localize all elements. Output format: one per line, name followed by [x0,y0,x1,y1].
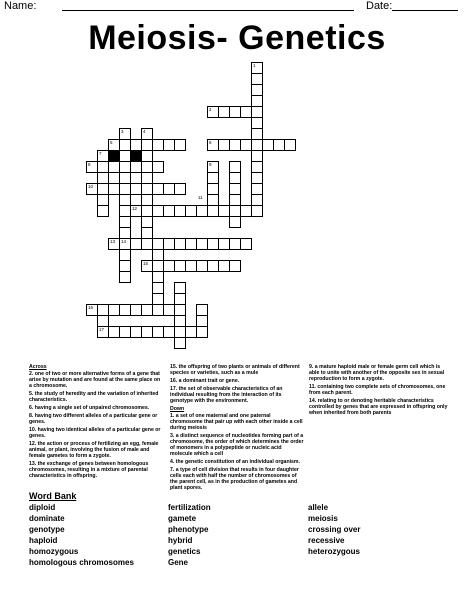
crossword-cell[interactable] [130,161,142,173]
word-bank-item: allele [308,503,329,512]
across-clue: 17. the set of observable characteristics of an individual resulting from the interaction of its genotype with the environment. [170,386,283,404]
crossword-cell[interactable] [251,205,263,217]
clue-number-label: 9 [209,162,212,167]
page-title: Meiosis- Genetics [88,19,386,57]
clue-number-label: 16 [88,305,94,310]
word-bank-column-2 [168,502,211,568]
across-clue: 8. having two different alleles of a particular gene or genes. [29,413,158,425]
word-bank-item: homozygous [29,547,79,556]
word-bank-column-3 [308,502,360,557]
word-bank-item: crossing over [308,525,361,534]
down-clue: 4. the genetic constitution of an individual organism. [170,459,300,465]
down-clue: 9. a mature haploid male or female germ cell which is able to unite with another of the opposite sex in sexual reproduction to form a zygote. [309,364,445,382]
word-bank-item: genetics [168,547,201,556]
word-bank-item: phenotype [168,525,209,534]
down-clue: 14. relating to or denoting heritable characteristics controlled by genes that are expressed in offspring only when inherited from both parents [309,398,448,416]
name-line [62,10,354,11]
clue-number-label: 10 [88,184,94,189]
clue-number-label: 5 [110,140,113,145]
clue-number-label: 2 [209,107,212,112]
word-bank-item: fertilization [168,503,211,512]
across-clue: 13. the exchange of genes between homologous chromosomes, resulting in a mixture of parental characteristics in offspring. [29,461,149,479]
crossword-cell[interactable] [240,238,252,250]
crossword-cell[interactable] [240,106,252,118]
clue-number-label: 13 [110,239,116,244]
crossword-cell[interactable] [163,326,175,338]
down-heading: Down [170,406,185,412]
across-clue: 10. having two identical alleles of a particular gene or genes. [29,427,161,439]
crossword-cell[interactable] [240,139,252,151]
across-clue: 12. the action or process of fertilizing an egg, female animal, or plant, involving the fusion of male and female gametes to form a zygote. [29,441,159,459]
word-bank-item: Gene [168,558,189,567]
word-bank-item: heterozygous [308,547,361,556]
word-bank-item: haploid [29,536,58,545]
across-heading: Across [29,364,47,370]
down-clue: 3. a distinct sequence of nucleotides forming part of a chromosome, the order of which determines the order of monomers in a polypeptide or nucleic acid molecule which a cell [170,433,304,457]
word-bank-column-1 [29,502,134,568]
crossword-cell[interactable] [174,139,186,151]
crossword-cell[interactable] [229,216,241,228]
down-clue: 11. containing two complete sets of chromosomes, one from each parent. [309,384,446,396]
clue-number-label: 11 [198,195,203,200]
crossword-cell[interactable] [229,260,241,272]
clue-number-label: 1 [253,63,256,68]
word-bank-item: gamete [168,514,197,523]
mixed-clues-column [170,364,304,493]
word-bank-title: Word Bank [29,491,77,501]
word-bank-item: meiosis [308,514,338,523]
clue-number-label: 3 [121,129,124,134]
clue-number-label: 7 [99,151,102,156]
clue-number-label: 4 [143,129,146,134]
date-label: Date: [366,0,393,12]
word-bank-item: genotype [29,525,65,534]
word-bank-item: recessive [308,536,345,545]
crossword-cell[interactable] [108,161,120,173]
clue-number-label: 6 [209,140,212,145]
clue-number-label: 12 [132,206,138,211]
crossword-cell[interactable] [174,183,186,195]
word-bank-item: homologous chromosomes [29,558,134,567]
across-clue: 5. the study of heredity and the variation of inherited characteristics. [29,391,159,403]
crossword-cell[interactable] [284,139,296,151]
crossword-cell[interactable] [97,205,109,217]
word-bank-item: diploid [29,503,56,512]
name-label: Name: [4,0,37,12]
down-clues-column [309,364,449,418]
crossword-cell[interactable] [174,337,186,349]
clue-number-label: 15 [143,261,149,266]
word-bank-item: dominate [29,514,65,523]
crossword-cell[interactable] [108,183,120,195]
across-clue: 16. a dominant trait or gene. [170,378,240,384]
date-line [392,10,458,11]
crossword-cell[interactable] [119,271,131,283]
crossword-cell[interactable] [152,161,164,173]
clue-number-label: 14 [121,239,127,244]
down-clue: 7. a type of cell division that results in four daughter cells each with half the number of chromosomes of the parent cell, as in the production of gametes and plant spores. [170,467,299,491]
word-bank-item: hybrid [168,536,193,545]
across-clue: 6. having a single set of unpaired chromosomes. [29,405,150,411]
across-clue: 15. the offspring of two plants or animals of different species or varieties, such as a mule [170,364,300,376]
down-clue: 1. a set of one maternal and one paternal chromosome that pair up with each other inside a cell during meiosis [170,413,303,431]
crossword-cell[interactable] [196,326,208,338]
clue-number-label: 17 [99,327,105,332]
across-clue: 2. one of two or more alternative forms of a gene that arise by mutation and are found at the same place on a chromosome. [29,371,161,389]
crossword-cell[interactable] [141,238,153,250]
clue-number-label: 8 [88,162,91,167]
crossword-cell[interactable] [163,304,175,316]
across-clues-column [29,364,163,481]
crossword-cell[interactable] [130,183,142,195]
crossword-cell[interactable] [218,205,230,217]
